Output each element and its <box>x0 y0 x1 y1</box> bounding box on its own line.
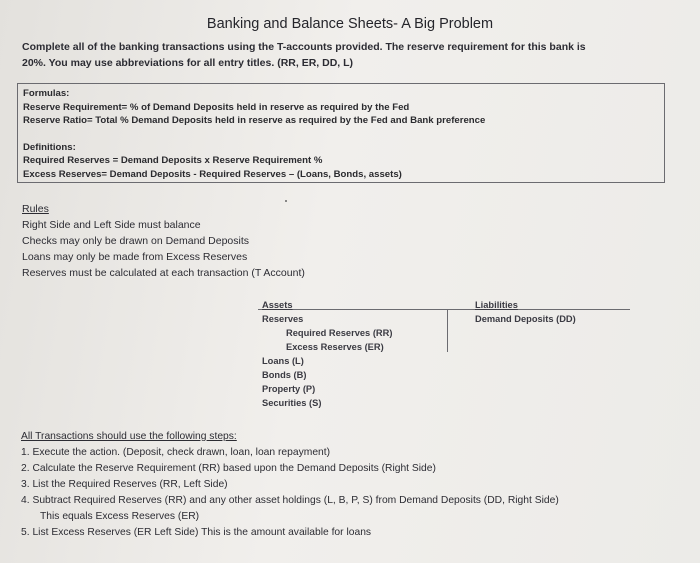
formula-reserve-requirement: Reserve Requirement= % of Demand Deposits held in reserve as required by the Fed <box>23 101 410 113</box>
rules-section <box>22 201 522 281</box>
asset-property: Property (P) <box>262 384 316 394</box>
step-item: 3. List the Required Reserves (RR, Left Side) <box>21 479 228 490</box>
instructions-line-2: 20%. You may use abbreviations for all entry titles. (RR, ER, DD, L) <box>22 57 354 69</box>
asset-securities: Securities (S) <box>262 398 322 408</box>
rule-item: Checks may only be drawn on Demand Deposits <box>22 235 250 247</box>
step-item: 2. Calculate the Reserve Requirement (RR) based upon the Demand Deposits (Right Side) <box>21 463 436 474</box>
definition-excess-reserves: Excess Reserves= Demand Deposits - Required Reserves – (Loans, Bonds, assets) <box>23 168 402 180</box>
step-item: 4. Subtract Required Reserves (RR) and any other asset holdings (L, B, P, S) from Demand Deposits (DD, Right Side) <box>21 495 559 506</box>
asset-loans: Loans (L) <box>262 356 304 366</box>
asset-required-reserves: Required Reserves (RR) <box>286 328 393 338</box>
definition-required-reserves: Required Reserves = Demand Deposits x Reserve Requirement % <box>23 155 323 166</box>
formulas-definitions-box <box>17 83 665 183</box>
formulas-heading: Formulas: <box>23 88 70 99</box>
formula-reserve-ratio: Reserve Ratio= Total % Demand Deposits held in reserve as required by the Fed and Bank preference <box>23 115 486 126</box>
rule-item: Right Side and Left Side must balance <box>22 219 201 231</box>
steps-heading: All Transactions should use the following steps: <box>21 431 237 442</box>
instructions <box>22 39 652 71</box>
t-account-vertical-line <box>447 309 448 352</box>
t-account-assets-side <box>262 298 392 410</box>
t-account <box>258 298 630 414</box>
t-account-liabilities-side <box>475 298 576 326</box>
page-title: Banking and Balance Sheets- A Big Problem <box>206 16 494 32</box>
step-item-continued: This equals Excess Reserves (ER) <box>40 511 200 522</box>
step-item: 1. Execute the action. (Deposit, check drawn, loan, loan repayment) <box>21 447 331 458</box>
asset-bonds: Bonds (B) <box>262 370 307 380</box>
assets-heading: Assets <box>262 300 293 310</box>
steps-section <box>21 429 681 541</box>
definitions-heading: Definitions: <box>23 141 76 153</box>
rule-item: Loans may only be made from Excess Reserves <box>22 251 248 263</box>
step-item: 5. List Excess Reserves (ER Left Side) This is the amount available for loans <box>21 527 372 538</box>
asset-reserves: Reserves <box>262 314 304 324</box>
rules-heading: Rules <box>22 203 49 215</box>
liabilities-heading: Liabilities <box>475 300 518 310</box>
asset-excess-reserves: Excess Reserves (ER) <box>286 342 384 352</box>
liability-demand-deposits: Demand Deposits (DD) <box>475 314 576 324</box>
rule-item: Reserves must be calculated at each transaction (T Account) <box>22 267 305 279</box>
instructions-line-1: Complete all of the banking transactions using the T-accounts provided. The reserve requirement for this bank is <box>22 41 586 53</box>
